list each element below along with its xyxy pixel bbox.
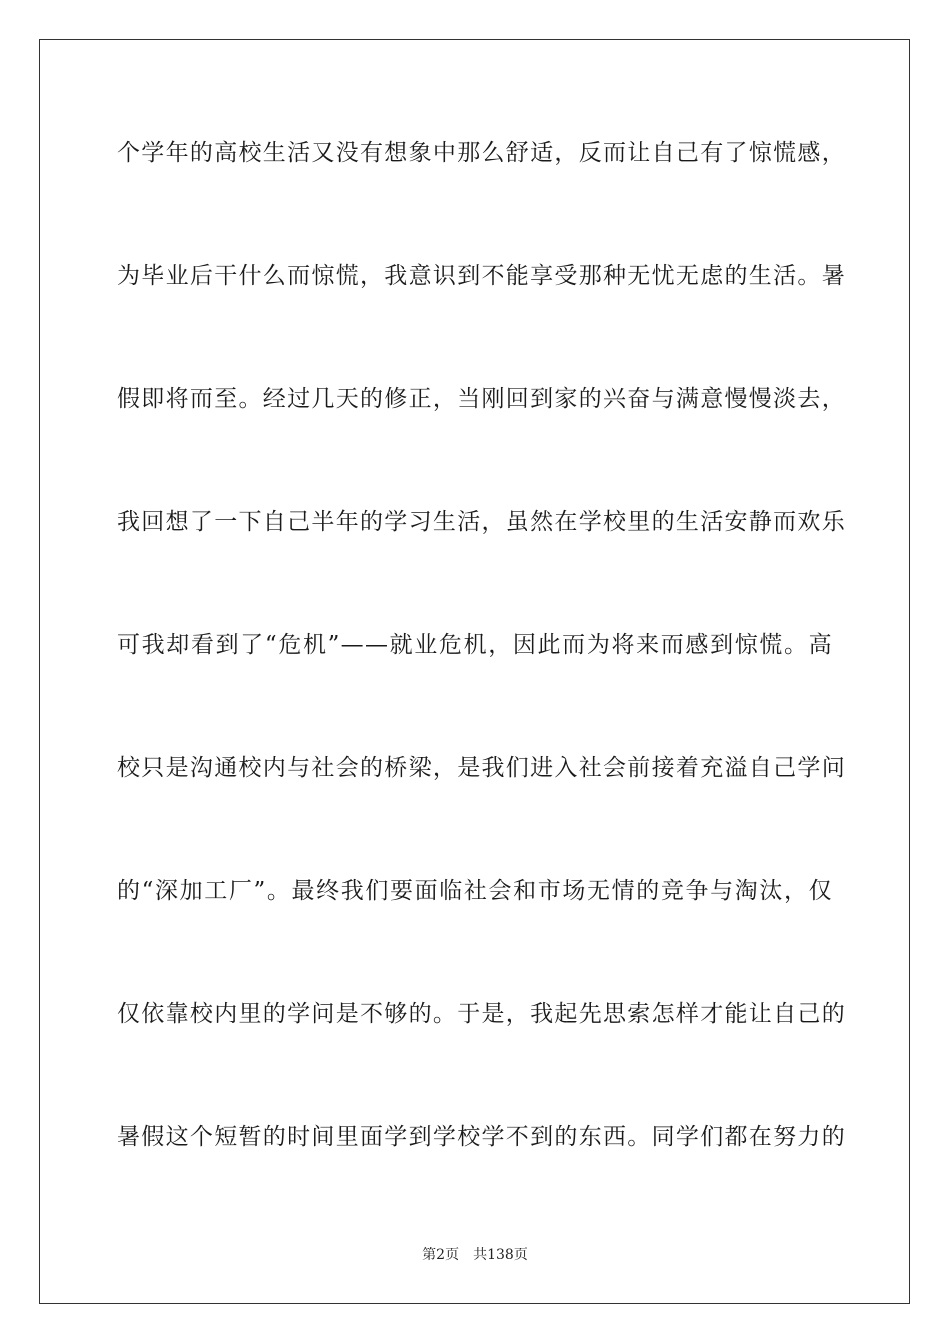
- text-line: 假即将而至。经过几天的修正，当刚回到家的兴奋与满意慢慢淡去，: [117, 386, 846, 412]
- text-line: 仅依靠校内里的学问是不够的。于是，我起先思索怎样才能让自己的: [117, 1001, 846, 1027]
- text-line: 为毕业后干什么而惊慌，我意识到不能享受那种无忧无虑的生活。暑: [117, 263, 846, 289]
- page-total: 共138页: [473, 1247, 528, 1263]
- page-number: 第2页: [422, 1247, 460, 1263]
- text-line: 校只是沟通校内与社会的桥梁，是我们进入社会前接着充溢自己学问: [117, 755, 846, 781]
- text-line: 的“深加工厂”。最终我们要面临社会和市场无情的竞争与淘汰，仅: [117, 878, 833, 904]
- text-line: 可我却看到了“危机”——就业危机，因此而为将来而感到惊慌。高: [117, 632, 833, 658]
- text-line: 暑假这个短暂的时间里面学到学校学不到的东西。同学们都在努力的: [117, 1124, 846, 1150]
- text-line: 个学年的高校生活又没有想象中那么舒适，反而让自己有了惊慌感，: [117, 140, 846, 166]
- text-line: 我回想了一下自己半年的学习生活，虽然在学校里的生活安静而欢乐: [117, 509, 846, 535]
- page-footer: [0, 1246, 950, 1264]
